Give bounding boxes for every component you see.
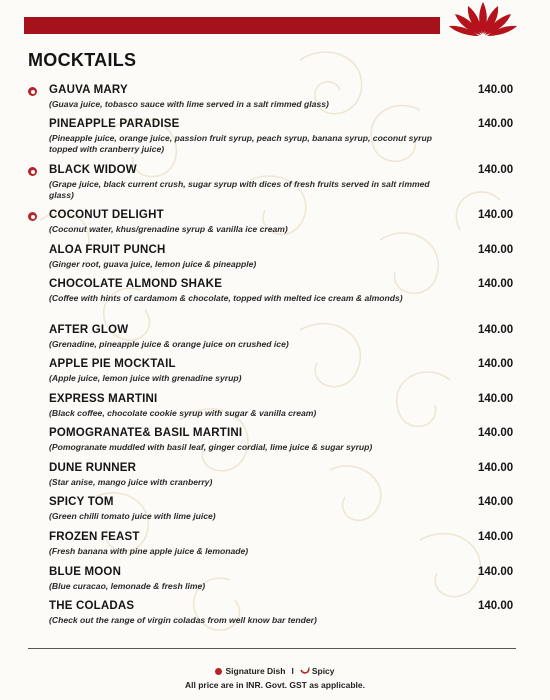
item-price: 140.00 bbox=[478, 600, 514, 612]
legend-spicy-label: Spicy bbox=[311, 666, 335, 676]
item-description: (Check out the range of virgin coladas from well know bar tender) bbox=[49, 615, 317, 625]
legend-separator: l bbox=[291, 666, 294, 676]
signature-dot-icon bbox=[28, 87, 37, 96]
item-name: GAUVA MARY bbox=[49, 84, 128, 96]
legend-signature-label: Signature Dish bbox=[225, 666, 286, 676]
signature-dot-icon bbox=[215, 668, 222, 675]
price-note: All price are in INR. Govt. GST as applicable. bbox=[185, 680, 365, 690]
item-description: (Coffee with hints of cardamom & chocolate, topped with melted ice cream & almonds) bbox=[49, 293, 403, 303]
item-price: 140.00 bbox=[478, 531, 514, 543]
section-title: MOCKTAILS bbox=[28, 50, 137, 70]
item-name: EXPRESS MARTINI bbox=[49, 393, 158, 405]
item-description: (Ginger root, guava juice, lemon juice & pineapple) bbox=[49, 259, 257, 269]
header-red-bar bbox=[24, 17, 440, 34]
item-name: POMOGRANATE& BASIL MARTINI bbox=[49, 427, 243, 439]
item-price: 140.00 bbox=[478, 244, 514, 256]
item-price: 140.00 bbox=[478, 164, 514, 176]
item-name: AFTER GLOW bbox=[49, 324, 129, 336]
item-price: 140.00 bbox=[478, 358, 514, 370]
item-name: THE COLADAS bbox=[49, 600, 135, 612]
item-price: 140.00 bbox=[478, 278, 514, 290]
item-name: ALOA FRUIT PUNCH bbox=[49, 244, 166, 256]
item-price: 140.00 bbox=[478, 118, 514, 130]
item-name: SPICY TOM bbox=[49, 496, 114, 508]
item-description: (Star anise, mango juice with cranberry) bbox=[49, 477, 213, 487]
item-description: (Guava juice, tobasco sauce with lime served in a salt rimmed glass) bbox=[49, 99, 329, 109]
item-price: 140.00 bbox=[478, 566, 514, 578]
item-description: (Coconut water, khus/grenadine syrup & vanilla ice cream) bbox=[49, 224, 288, 234]
item-description: (Blue curacao, lemonade & fresh lime) bbox=[49, 581, 206, 591]
item-description: (Black coffee, chocolate cookie syrup with sugar & vanilla cream) bbox=[49, 408, 317, 418]
signature-dot-icon bbox=[28, 167, 37, 176]
item-description: (Green chilli tomato juice with lime juice) bbox=[49, 511, 216, 521]
signature-dot-icon bbox=[28, 212, 37, 221]
item-price: 140.00 bbox=[478, 84, 514, 96]
item-price: 140.00 bbox=[478, 209, 514, 221]
item-price: 140.00 bbox=[478, 393, 514, 405]
lotus-logo-icon bbox=[449, 0, 517, 38]
legend bbox=[0, 666, 550, 676]
item-name: APPLE PIE MOCKTAIL bbox=[49, 358, 176, 370]
item-name: COCONUT DELIGHT bbox=[49, 209, 164, 221]
item-name: CHOCOLATE ALMOND SHAKE bbox=[49, 278, 223, 290]
item-name: BLUE MOON bbox=[49, 566, 122, 578]
item-price: 140.00 bbox=[478, 462, 514, 474]
item-description: (Fresh banana with pine apple juice & lemonade) bbox=[49, 546, 249, 556]
item-name: PINEAPPLE PARADISE bbox=[49, 118, 180, 130]
item-price: 140.00 bbox=[478, 324, 514, 336]
item-description: (Pineapple juice, orange juice, passion fruit syrup, peach syrup, banana syrup, coconut syrup topped with cranberry juice) bbox=[49, 133, 432, 154]
item-price: 140.00 bbox=[478, 496, 514, 508]
item-name: FROZEN FEAST bbox=[49, 531, 140, 543]
item-description: (Grenadine, pineapple juice & orange juice on crushed ice) bbox=[49, 339, 289, 349]
item-name: BLACK WIDOW bbox=[49, 164, 137, 176]
item-price: 140.00 bbox=[478, 427, 514, 439]
item-description: (Pomogranate muddled with basil leaf, ginger cordial, lime juice & sugar syrup) bbox=[49, 442, 373, 452]
item-name: DUNE RUNNER bbox=[49, 462, 137, 474]
item-description: (Grape juice, black current crush, sugar syrup with dices of fresh fruits served in salt rimmed glass) bbox=[49, 179, 430, 200]
footer-divider bbox=[28, 648, 516, 649]
item-description: (Apple juice, lemon juice with grenadine syrup) bbox=[49, 373, 242, 383]
chili-icon bbox=[300, 667, 310, 675]
